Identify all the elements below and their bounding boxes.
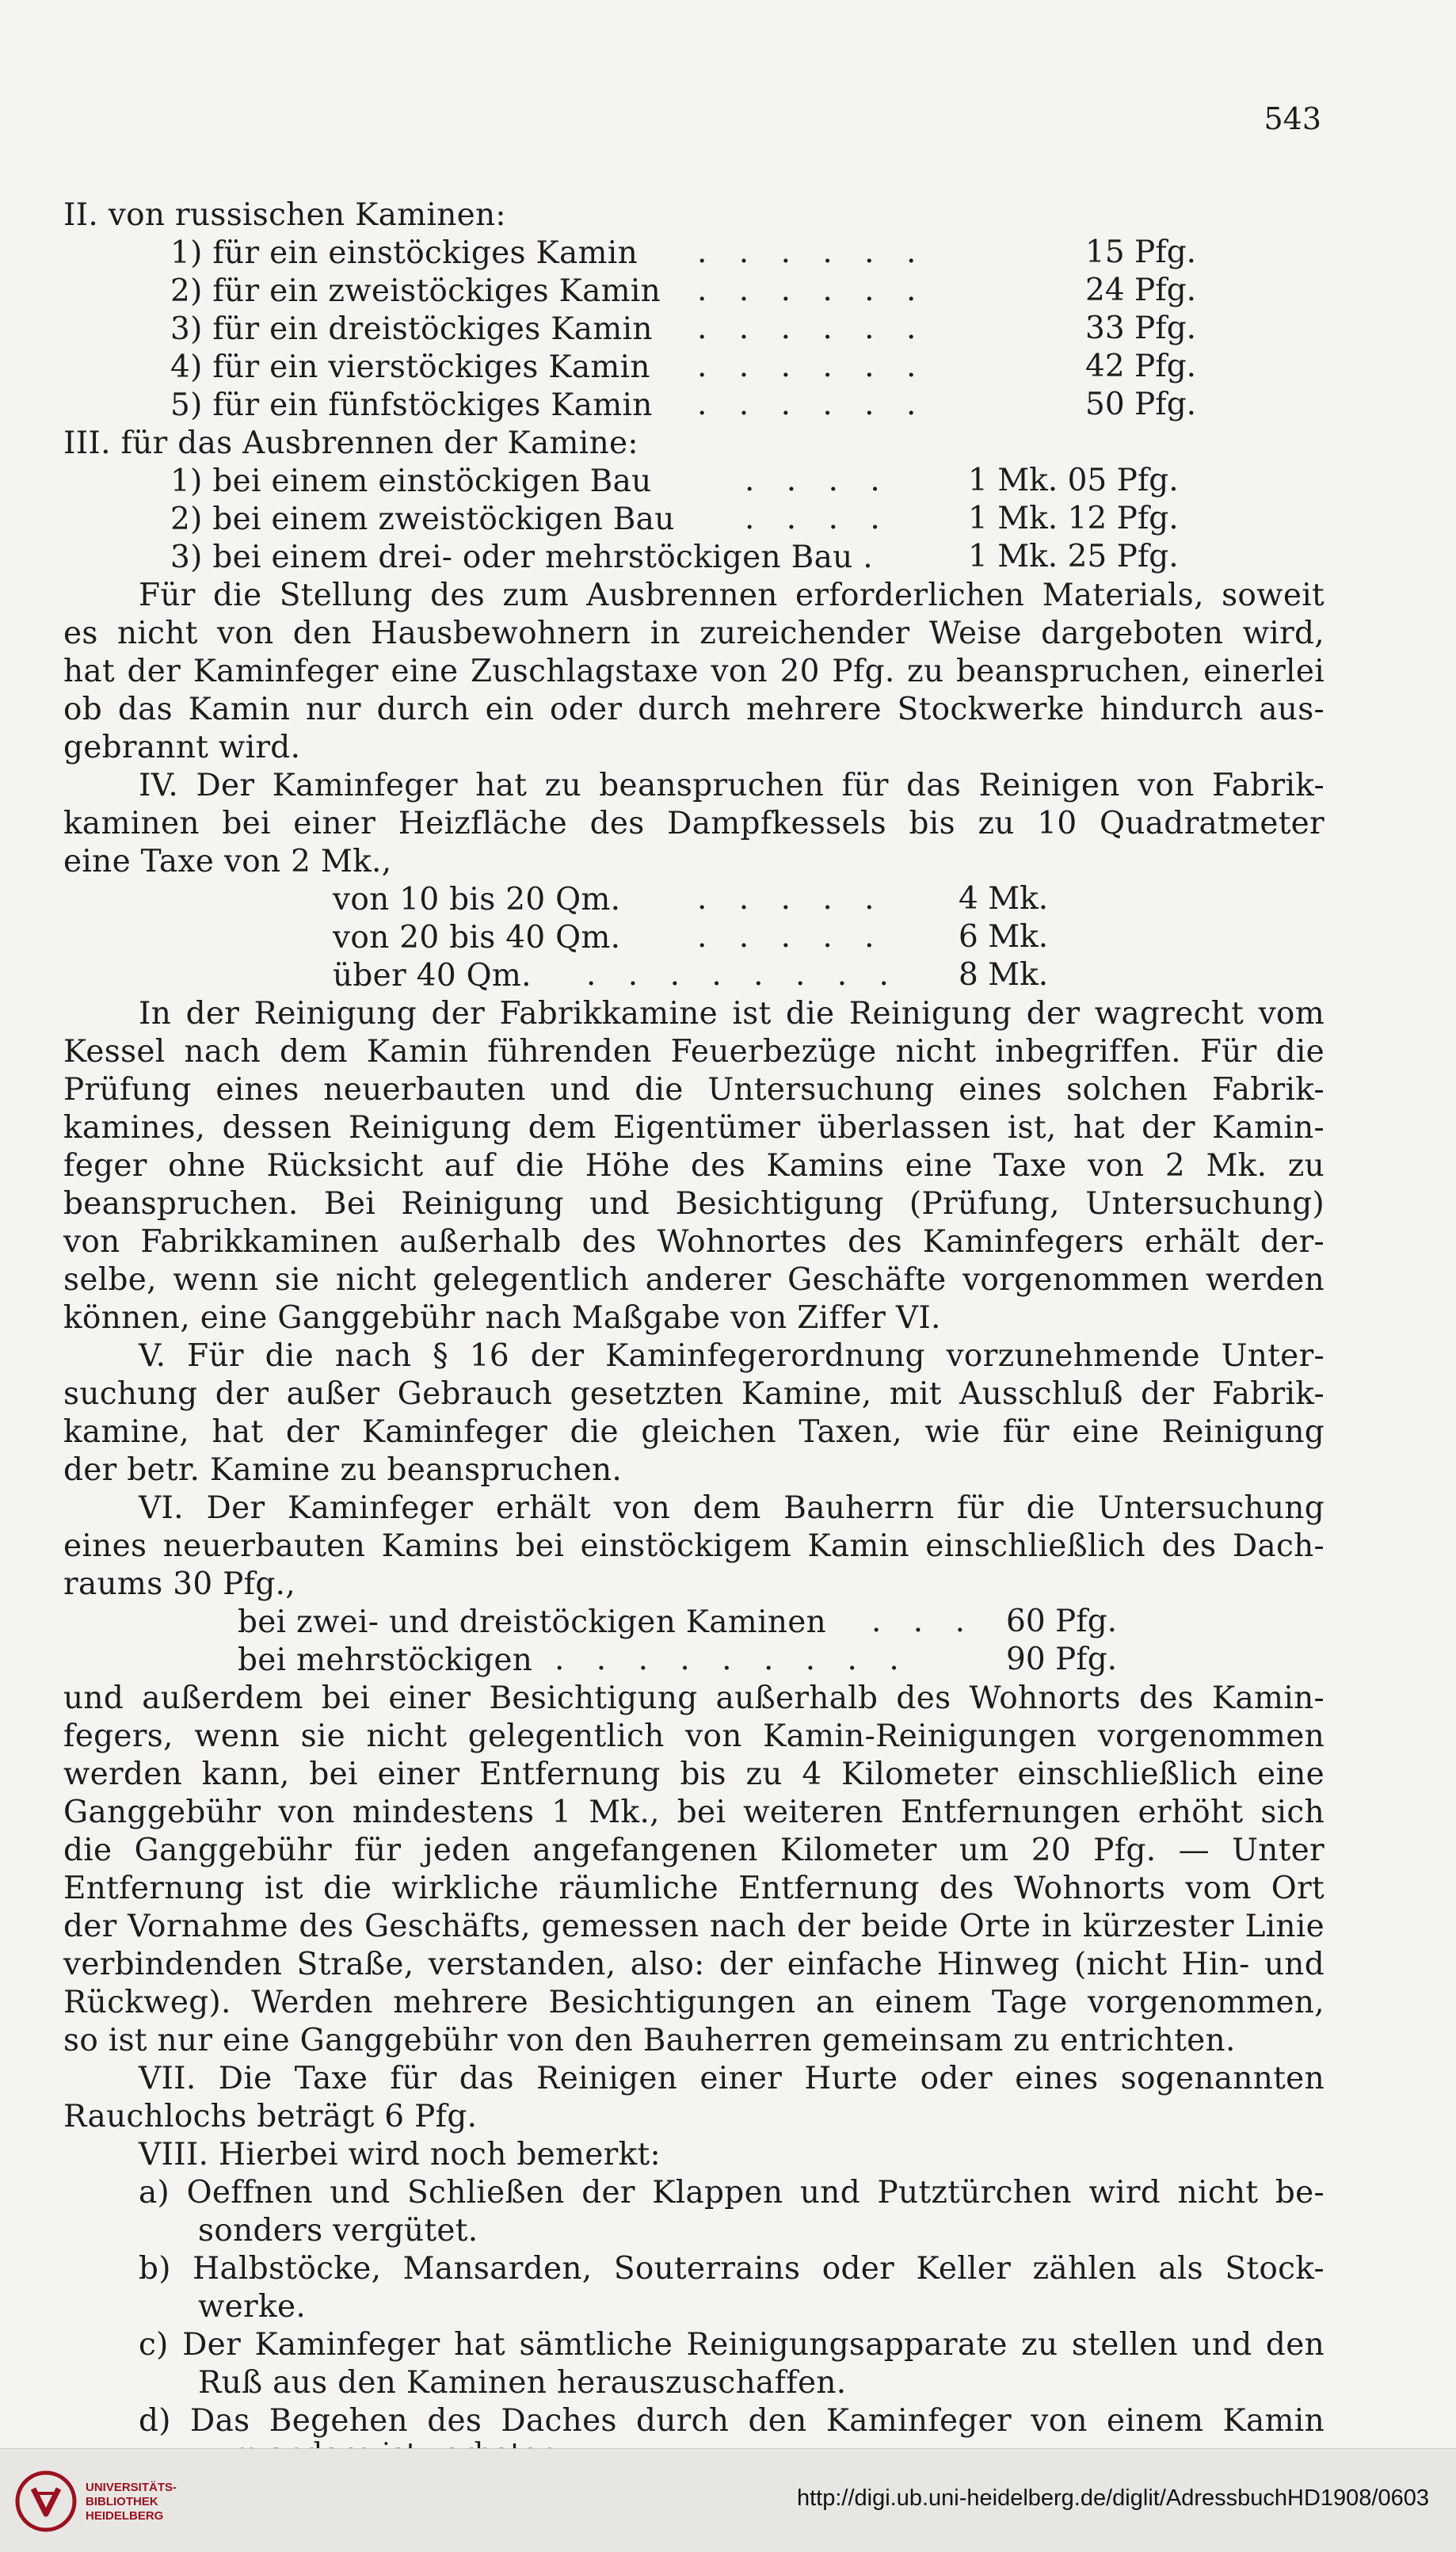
price: 24 Pfg. [1085,273,1197,308]
paragraph-line: Rückweg). Werden mehrere Besichtigungen an einem Tage vorgenommen, [63,1985,1325,2020]
list-item: b) Halbstöcke, Mansarden, Souterrains oder Keller zählen als Stock- [139,2251,1325,2287]
library-logo[interactable] [14,2465,196,2536]
paragraph-line: der Vornahme des Geschäfts, gemessen nach der beide Orte in kürzester Linie [63,1909,1325,1944]
paragraph-line: gebrannt wird. [63,730,301,765]
library-seal-icon [14,2470,78,2533]
list-item: d) Das Begehen des Daches durch den Kaminfeger von einem Kamin [139,2403,1325,2439]
paragraph-line: raums 30 Pfg., [63,1566,296,1602]
dot-leader: . . . . . . [697,311,928,346]
price: 42 Pfg. [1085,349,1197,384]
dot-leader: . . . . . . [697,273,928,308]
dot-leader: . . . . [745,463,891,498]
paragraph-line: so ist nur eine Ganggebühr von den Bauherren gemeinsam zu entrichten. [63,2023,1236,2058]
paragraph-line: Prüfung eines neuerbauten und die Untersuchung eines solchen Fabrik- [63,1072,1325,1108]
price: 4 Mk. [959,881,1049,917]
dot-leader: . . . [871,1604,976,1639]
list-item: 2) für ein zweistöckiges Kamin [170,273,661,309]
paragraph-line: kamines, dessen Reinigung dem Eigentümer überlassen ist, hat der Kamin- [63,1110,1325,1146]
list-item: 3) bei einem drei- oder mehrstöckigen Bau . [170,540,873,575]
list-item: 4) für ein vierstöckiges Kamin [170,349,650,385]
page-number: 543 [1264,101,1321,136]
price: 33 Pfg. [1085,311,1197,346]
paragraph-line: werden kann, bei einer Entfernung bis zu 4 Kilometer einschließlich eine [63,1757,1325,1792]
price: 1 Mk. 05 Pfg. [968,463,1179,498]
paragraph-line: feger ohne Rücksicht auf die Höhe des Kamins eine Taxe von 2 Mk. zu [63,1148,1325,1184]
price: 50 Pfg. [1085,387,1197,422]
paragraph-line: ob das Kamin nur durch ein oder durch mehrere Stockwerke hindurch aus- [63,692,1325,727]
paragraph-line: suchung der außer Gebrauch gesetzten Kamine, mit Ausschluß der Fabrik- [63,1376,1325,1412]
list-item-continuation: Ruß aus den Kaminen herauszuschaffen. [198,2365,847,2401]
section-heading-iii: III. für das Ausbrennen der Kamine: [63,425,638,461]
price: 60 Pfg. [1006,1604,1118,1639]
paragraph-line: beanspruchen. Bei Reinigung und Besichtigung (Prüfung, Untersuchung) [63,1186,1325,1222]
price: 15 Pfg. [1085,235,1197,270]
dot-leader: . . . . . . . . . [555,1642,910,1677]
price: 8 Mk. [959,957,1049,993]
list-item-continuation: sonders vergütet. [198,2213,478,2249]
list-item: 2) bei einem zweistöckigen Bau [170,502,675,537]
dot-leader: . . . . [745,501,891,536]
list-item: a) Oeffnen und Schließen der Klappen und Putztürchen wird nicht be- [139,2175,1325,2211]
paragraph-line: können, eine Ganggebühr nach Maßgabe von Ziffer VI. [63,1300,941,1336]
price: 90 Pfg. [1006,1642,1118,1677]
list-item: 5) für ein fünfstöckiges Kamin [170,387,653,423]
paragraph-line: und außerdem bei einer Besichtigung außerhalb des Wohnorts des Kamin- [63,1680,1325,1716]
section-heading-ii: II. von russischen Kaminen: [63,197,506,233]
dot-leader: . . . . . . [697,235,928,270]
section-heading-viii: VIII. Hierbei wird noch bemerkt: [139,2137,661,2172]
paragraph-line: verbindenden Straße, verstanden, also: der einfache Hinweg (nicht Hin- und [63,1947,1325,1982]
source-url-link[interactable]: http://digi.ub.uni-heidelberg.de/diglit/AdressbuchHD1908/0603 [796,2485,1429,2511]
section-heading-vii: VII. Die Taxe für das Reinigen einer Hurte oder eines sogenannten [139,2061,1325,2096]
paragraph-line: die Ganggebühr für jeden angefangenen Kilometer um 20 Pfg. — Unter [63,1833,1325,1868]
paragraph-line: kaminen bei einer Heizfläche des Dampfkessels bis zu 10 Quadratmeter [63,806,1325,841]
paragraph-line: kamine, hat der Kaminfeger die gleichen Taxen, wie für eine Reinigung [63,1414,1325,1450]
paragraph-line: Entfernung ist die wirkliche räumliche Entfernung des Wohnorts vom Ort [63,1871,1325,1906]
list-item-continuation: werke. [198,2289,307,2325]
dot-leader: . . . . . . [697,349,928,384]
section-heading-vi: VI. Der Kaminfeger erhält von dem Bauherrn für die Untersuchung [139,1490,1325,1526]
paragraph-line: eines neuerbauten Kamins bei einstöckigem Kamin einschließlich des Dach- [63,1528,1325,1564]
list-item: von 10 bis 20 Qm. [333,882,621,917]
list-item: c) Der Kaminfeger hat sämtliche Reinigungsapparate zu stellen und den [139,2327,1325,2363]
list-item: über 40 Qm. [333,958,532,994]
logo-text: UNIVERSITÄTS- BIBLIOTHEK HEIDELBERG [86,2481,177,2523]
list-item: 3) für ein dreistöckiges Kamin [170,311,653,347]
section-heading-iv: IV. Der Kaminfeger hat zu beanspruchen für das Reinigen von Fabrik- [139,768,1325,803]
paragraph-line: Rauchlochs beträgt 6 Pfg. [63,2099,478,2134]
paragraph-line: selbe, wenn sie nicht gelegentlich anderer Geschäfte vorgenommen werden [63,1262,1325,1298]
list-item: 1) bei einem einstöckigen Bau [170,463,652,499]
paragraph-line: von Fabrikkaminen außerhalb des Wohnortes des Kaminfegers erhält der- [63,1224,1325,1260]
dot-leader: . . . . . [697,919,886,955]
list-item: von 20 bis 40 Qm. [333,920,621,956]
price: 1 Mk. 25 Pfg. [968,539,1179,574]
paragraph-line: Kessel nach dem Kamin führenden Feuerbezüge nicht inbegriffen. Für die [63,1034,1325,1070]
dot-leader: . . . . . . [697,387,928,422]
dot-leader: . . . . . [697,881,886,917]
section-heading-v: V. Für die nach § 16 der Kaminfegerordnung vorzunehmende Unter- [139,1338,1325,1374]
viewer-footer [0,2448,1456,2552]
price: 1 Mk. 12 Pfg. [968,501,1179,536]
list-item: bei mehrstöckigen [238,1642,533,1678]
list-item: 1) für ein einstöckiges Kamin [170,235,638,271]
paragraph-line: der betr. Kamine zu beanspruchen. [63,1452,623,1488]
paragraph-line: In der Reinigung der Fabrikkamine ist die Reinigung der wagrecht vom [139,996,1325,1032]
price: 6 Mk. [959,919,1049,955]
list-item: bei zwei- und dreistöckigen Kaminen [238,1604,827,1640]
paragraph-line: es nicht von den Hausbewohnern in zureichender Weise dargeboten wird, [63,616,1325,651]
paragraph-line: hat der Kaminfeger eine Zuschlagstaxe von 20 Pfg. zu beanspruchen, einerlei [63,654,1325,689]
paragraph-line: Für die Stellung des zum Ausbrennen erforderlichen Materials, soweit [139,578,1325,613]
paragraph-line: eine Taxe von 2 Mk., [63,844,392,879]
paragraph-line: Ganggebühr von mindestens 1 Mk., bei weiteren Entfernungen erhöht sich [63,1795,1325,1830]
dot-leader: . . . . . . . . [586,957,900,993]
paragraph-line: fegers, wenn sie nicht gelegentlich von Kamin-Reinigungen vorgenommen [63,1718,1325,1754]
